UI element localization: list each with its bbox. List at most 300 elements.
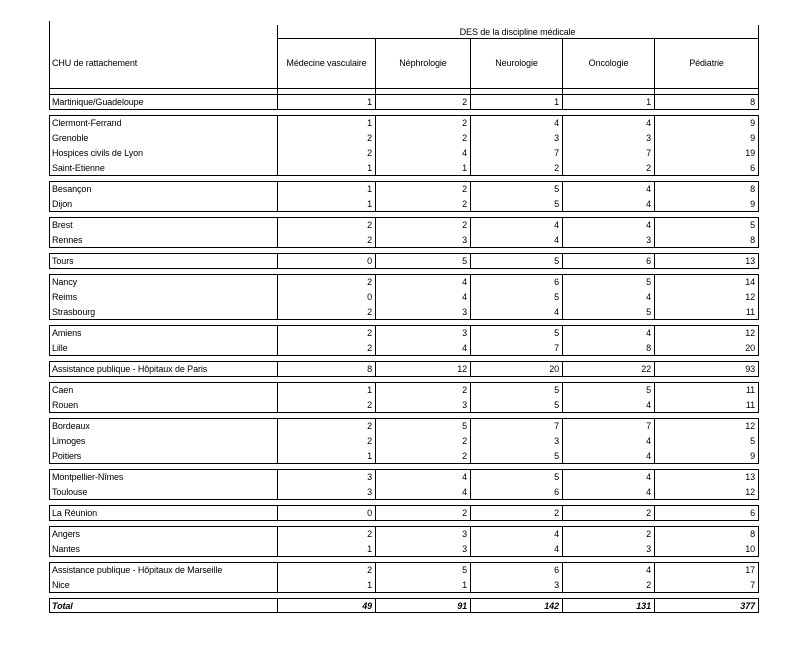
chu-name: Angers [52, 529, 80, 539]
grid-line-vertical [277, 115, 278, 176]
table-cell-value: 0 [367, 292, 372, 302]
table-cell-value: 11 [745, 400, 755, 410]
table-cell-value: 2 [462, 118, 467, 128]
grid-line-vertical [562, 526, 563, 557]
grid-line-horizontal [49, 598, 759, 599]
grid-line-vertical [470, 217, 471, 248]
table-cell-value: 7 [554, 343, 559, 353]
chu-name: La Réunion [52, 508, 98, 518]
grid-line-vertical [49, 526, 50, 557]
grid-line-vertical [654, 253, 655, 269]
grid-line-horizontal [49, 217, 759, 218]
table-cell-value: 2 [462, 199, 467, 209]
grid-line-horizontal [49, 253, 759, 254]
table-cell-value: 5 [554, 385, 559, 395]
grid-line-vertical [654, 217, 655, 248]
grid-line-vertical [470, 382, 471, 413]
table-cell-value: 1 [367, 385, 372, 395]
discipline-group-title: DES de la discipline médicale [459, 27, 576, 37]
chu-name: Toulouse [52, 487, 88, 497]
table-cell-value: 2 [462, 436, 467, 446]
grid-line-vertical [654, 598, 655, 613]
table-cell-value: 12 [745, 292, 755, 302]
grid-line-vertical [654, 94, 655, 110]
table-cell-value: 5 [554, 328, 559, 338]
table-cell-value: 2 [367, 307, 372, 317]
table-cell-value: 12 [457, 364, 467, 374]
table-cell-value: 4 [646, 118, 651, 128]
grid-line-vertical [562, 181, 563, 212]
table-cell-value: 4 [646, 184, 651, 194]
grid-line-vertical [562, 325, 563, 356]
grid-line-vertical [375, 505, 376, 521]
table-cell-value: 4 [462, 472, 467, 482]
table-cell-value: 2 [462, 184, 467, 194]
table-cell-value: 5 [462, 256, 467, 266]
table-cell-value: 9 [750, 133, 755, 143]
table-cell-value: 2 [462, 508, 467, 518]
grid-line-vertical [375, 361, 376, 377]
total-label: Total [52, 601, 73, 611]
table-cell-value: 20 [549, 364, 559, 374]
grid-line-vertical [375, 181, 376, 212]
table-cell-value: 2 [367, 148, 372, 158]
grid-line-vertical [470, 598, 471, 613]
table-cell-value: 8 [367, 364, 372, 374]
grid-line-horizontal [49, 418, 759, 419]
total-value: 91 [457, 601, 467, 611]
table-cell-value: 2 [367, 529, 372, 539]
chu-name: Bordeaux [52, 421, 90, 431]
chu-name: Reims [52, 292, 78, 302]
table-cell-value: 2 [462, 220, 467, 230]
grid-line-vertical [758, 181, 759, 212]
grid-line-horizontal [49, 274, 759, 275]
table-cell-value: 3 [554, 133, 559, 143]
table-cell-value: 4 [646, 400, 651, 410]
table-cell-value: 14 [745, 277, 755, 287]
chu-name: Besançon [52, 184, 92, 194]
grid-line-horizontal [277, 38, 759, 39]
table-cell-value: 6 [750, 163, 755, 173]
table-cell-value: 0 [367, 508, 372, 518]
table-cell-value: 2 [367, 343, 372, 353]
grid-line-vertical [470, 94, 471, 110]
chu-name: Hospices civils de Lyon [52, 148, 143, 158]
table-cell-value: 17 [745, 565, 755, 575]
table-cell-value: 13 [745, 256, 755, 266]
grid-line-vertical [654, 469, 655, 500]
grid-line-vertical [654, 562, 655, 593]
table-cell-value: 5 [554, 400, 559, 410]
table-cell-value: 12 [745, 421, 755, 431]
grid-line-horizontal [49, 361, 759, 362]
chu-name: Nice [52, 580, 70, 590]
grid-line-vertical [758, 253, 759, 269]
table-cell-value: 5 [554, 472, 559, 482]
grid-line-vertical [758, 505, 759, 521]
table-cell-value: 4 [554, 220, 559, 230]
grid-line-vertical [654, 526, 655, 557]
table-cell-value: 4 [646, 565, 651, 575]
table-cell-value: 1 [554, 97, 559, 107]
table-cell-value: 4 [554, 118, 559, 128]
table-cell-value: 3 [367, 487, 372, 497]
chu-name: Martinique/Guadeloupe [52, 97, 144, 107]
chu-name: Strasbourg [52, 307, 96, 317]
grid-line-vertical [277, 361, 278, 377]
table-cell-value: 3 [554, 580, 559, 590]
column-header: Pédiatrie [689, 58, 724, 68]
grid-line-vertical [562, 382, 563, 413]
grid-line-vertical [49, 325, 50, 356]
chu-name: Dijon [52, 199, 73, 209]
chu-name: Rouen [52, 400, 79, 410]
table-cell-value: 2 [367, 220, 372, 230]
table-cell-value: 11 [745, 307, 755, 317]
chu-name: Poitiers [52, 451, 82, 461]
chu-column-header: CHU de rattachement [52, 58, 138, 68]
grid-line-vertical [654, 418, 655, 464]
table-cell-value: 3 [554, 436, 559, 446]
grid-line-vertical [562, 94, 563, 110]
grid-line-vertical [375, 274, 376, 320]
grid-line-horizontal [49, 355, 759, 356]
table-cell-value: 4 [646, 436, 651, 446]
table-cell-value: 7 [646, 421, 651, 431]
grid-line-vertical [375, 94, 376, 110]
table-cell-value: 7 [646, 148, 651, 158]
grid-line-vertical [49, 253, 50, 269]
grid-line-horizontal [49, 319, 759, 320]
table-cell-value: 7 [750, 580, 755, 590]
grid-line-horizontal [49, 109, 759, 110]
grid-line-vertical [470, 361, 471, 377]
table-cell-value: 5 [554, 451, 559, 461]
grid-line-vertical [277, 505, 278, 521]
grid-line-vertical [49, 361, 50, 377]
table-cell-value: 2 [367, 328, 372, 338]
grid-line-vertical [758, 25, 759, 95]
total-value: 131 [636, 601, 651, 611]
grid-line-vertical [562, 38, 563, 95]
grid-line-vertical [758, 418, 759, 464]
grid-line-vertical [654, 382, 655, 413]
chu-name: Assistance publique - Hôpitaux de Marseille [52, 565, 223, 575]
table-cell-value: 6 [750, 508, 755, 518]
table-cell-value: 3 [462, 328, 467, 338]
grid-line-vertical [654, 38, 655, 95]
table-cell-value: 1 [367, 118, 372, 128]
table-cell-value: 93 [745, 364, 755, 374]
table-cell-value: 5 [554, 256, 559, 266]
table-cell-value: 9 [750, 451, 755, 461]
table-cell-value: 4 [646, 451, 651, 461]
column-header: Néphrologie [399, 58, 447, 68]
table-cell-value: 1 [462, 580, 467, 590]
table-cell-value: 2 [646, 529, 651, 539]
grid-line-vertical [562, 274, 563, 320]
chu-name: Caen [52, 385, 74, 395]
table-cell-value: 4 [646, 199, 651, 209]
table-cell-value: 2 [462, 385, 467, 395]
grid-line-horizontal [49, 520, 759, 521]
chu-name: Amiens [52, 328, 82, 338]
table-cell-value: 3 [367, 472, 372, 482]
grid-line-vertical [562, 562, 563, 593]
table-cell-value: 1 [367, 97, 372, 107]
chu-name: Rennes [52, 235, 83, 245]
table-cell-value: 2 [367, 436, 372, 446]
table-cell-value: 8 [646, 343, 651, 353]
table-cell-value: 5 [646, 385, 651, 395]
table-cell-value: 2 [462, 451, 467, 461]
table-cell-value: 4 [554, 529, 559, 539]
grid-line-vertical [654, 181, 655, 212]
table-cell-value: 8 [750, 184, 755, 194]
grid-line-vertical [470, 562, 471, 593]
grid-line-vertical [277, 25, 278, 95]
table-cell-value: 5 [750, 220, 755, 230]
grid-line-vertical [470, 325, 471, 356]
table-cell-value: 10 [745, 544, 755, 554]
grid-line-vertical [758, 361, 759, 377]
table-cell-value: 9 [750, 118, 755, 128]
grid-line-vertical [277, 325, 278, 356]
table-cell-value: 12 [745, 328, 755, 338]
grid-line-vertical [470, 505, 471, 521]
chu-name: Montpellier-Nîmes [52, 472, 124, 482]
grid-line-vertical [277, 181, 278, 212]
grid-line-horizontal [49, 592, 759, 593]
grid-line-vertical [277, 94, 278, 110]
table-cell-value: 6 [554, 487, 559, 497]
table-cell-value: 2 [646, 580, 651, 590]
grid-line-vertical [49, 94, 50, 110]
grid-line-vertical [758, 526, 759, 557]
table-cell-value: 4 [646, 328, 651, 338]
grid-line-vertical [375, 526, 376, 557]
grid-line-vertical [49, 382, 50, 413]
grid-line-vertical [470, 181, 471, 212]
grid-line-vertical [470, 274, 471, 320]
table-cell-value: 5 [750, 436, 755, 446]
grid-line-vertical [375, 217, 376, 248]
table-cell-value: 1 [367, 184, 372, 194]
table-cell-value: 4 [462, 487, 467, 497]
grid-line-vertical [562, 505, 563, 521]
table-cell-value: 2 [646, 163, 651, 173]
table-cell-value: 20 [745, 343, 755, 353]
grid-line-vertical [562, 469, 563, 500]
table-cell-value: 4 [646, 487, 651, 497]
grid-line-vertical [277, 253, 278, 269]
grid-line-vertical [277, 217, 278, 248]
grid-line-vertical [758, 382, 759, 413]
grid-line-vertical [654, 274, 655, 320]
grid-line-vertical [49, 274, 50, 320]
table-cell-value: 3 [646, 235, 651, 245]
table-cell-value: 1 [367, 451, 372, 461]
table-cell-value: 1 [462, 163, 467, 173]
grid-line-vertical [49, 505, 50, 521]
grid-line-vertical [470, 115, 471, 176]
table-cell-value: 1 [646, 97, 651, 107]
grid-line-vertical [277, 562, 278, 593]
grid-line-vertical [49, 418, 50, 464]
grid-line-vertical [375, 562, 376, 593]
grid-line-vertical [277, 526, 278, 557]
table-cell-value: 2 [367, 235, 372, 245]
table-cell-value: 6 [646, 256, 651, 266]
table-cell-value: 2 [462, 133, 467, 143]
grid-line-horizontal [49, 556, 759, 557]
grid-line-vertical [375, 38, 376, 95]
grid-line-vertical [758, 274, 759, 320]
table-cell-value: 5 [646, 277, 651, 287]
table-cell-value: 4 [462, 277, 467, 287]
table-cell-value: 5 [462, 421, 467, 431]
grid-line-vertical [49, 21, 50, 95]
table-cell-value: 5 [554, 199, 559, 209]
table-cell-value: 2 [646, 508, 651, 518]
chu-name: Saint-Etienne [52, 163, 105, 173]
table-cell-value: 3 [462, 307, 467, 317]
table-cell-value: 4 [554, 544, 559, 554]
table-cell-value: 22 [641, 364, 651, 374]
grid-line-vertical [375, 115, 376, 176]
chu-name: Nantes [52, 544, 80, 554]
table-cell-value: 5 [462, 565, 467, 575]
grid-line-vertical [758, 94, 759, 110]
column-header: Neurologie [495, 58, 538, 68]
table-cell-value: 7 [554, 421, 559, 431]
grid-line-horizontal [49, 382, 759, 383]
table-cell-value: 2 [367, 400, 372, 410]
grid-line-vertical [375, 418, 376, 464]
grid-line-horizontal [49, 175, 759, 176]
grid-line-vertical [375, 469, 376, 500]
grid-line-vertical [470, 38, 471, 95]
chu-name: Limoges [52, 436, 86, 446]
table-cell-value: 4 [462, 343, 467, 353]
grid-line-horizontal [49, 526, 759, 527]
table-cell-value: 13 [745, 472, 755, 482]
chu-name: Nancy [52, 277, 78, 287]
table-cell-value: 3 [646, 133, 651, 143]
grid-line-horizontal [49, 505, 759, 506]
grid-line-vertical [562, 361, 563, 377]
grid-line-vertical [277, 469, 278, 500]
grid-line-vertical [277, 418, 278, 464]
table-cell-value: 6 [554, 565, 559, 575]
grid-line-horizontal [49, 463, 759, 464]
grid-line-vertical [562, 418, 563, 464]
chu-name: Clermont-Ferrand [52, 118, 122, 128]
table-cell-value: 4 [554, 235, 559, 245]
table-cell-value: 19 [745, 148, 755, 158]
table-cell-value: 12 [745, 487, 755, 497]
grid-line-vertical [49, 469, 50, 500]
chu-name: Lille [52, 343, 68, 353]
grid-line-vertical [758, 115, 759, 176]
table-cell-value: 0 [367, 256, 372, 266]
chu-name: Assistance publique - Hôpitaux de Paris [52, 364, 208, 374]
grid-line-vertical [562, 598, 563, 613]
grid-line-vertical [654, 115, 655, 176]
grid-line-vertical [49, 598, 50, 613]
grid-line-vertical [758, 469, 759, 500]
table-cell-value: 3 [462, 235, 467, 245]
table-cell-value: 6 [554, 277, 559, 287]
grid-line-horizontal [49, 115, 759, 116]
grid-line-horizontal [49, 181, 759, 182]
grid-line-vertical [470, 253, 471, 269]
table-cell-value: 4 [646, 472, 651, 482]
grid-line-vertical [758, 325, 759, 356]
grid-line-vertical [470, 469, 471, 500]
chu-name: Grenoble [52, 133, 89, 143]
grid-line-horizontal [49, 247, 759, 248]
table-cell-value: 8 [750, 97, 755, 107]
table-cell-value: 4 [646, 292, 651, 302]
table-cell-value: 9 [750, 199, 755, 209]
grid-line-vertical [758, 598, 759, 613]
chu-name: Brest [52, 220, 73, 230]
total-value: 142 [544, 601, 559, 611]
grid-line-vertical [277, 274, 278, 320]
chu-name: Tours [52, 256, 74, 266]
grid-line-vertical [562, 115, 563, 176]
grid-line-horizontal [49, 88, 759, 89]
grid-line-horizontal [49, 268, 759, 269]
table-cell-value: 2 [367, 277, 372, 287]
column-header: Oncologie [588, 58, 629, 68]
grid-line-horizontal [49, 325, 759, 326]
grid-line-vertical [562, 253, 563, 269]
total-value: 49 [362, 601, 372, 611]
table-cell-value: 4 [462, 148, 467, 158]
grid-line-horizontal [49, 499, 759, 500]
grid-line-vertical [375, 253, 376, 269]
grid-line-vertical [654, 325, 655, 356]
grid-line-vertical [562, 217, 563, 248]
grid-line-vertical [758, 217, 759, 248]
table-cell-value: 5 [554, 292, 559, 302]
total-value: 377 [740, 601, 755, 611]
grid-line-vertical [470, 526, 471, 557]
grid-line-horizontal [49, 211, 759, 212]
table-cell-value: 11 [745, 385, 755, 395]
grid-line-horizontal [49, 94, 759, 95]
grid-line-vertical [654, 361, 655, 377]
table-cell-value: 3 [462, 544, 467, 554]
table-cell-value: 1 [367, 163, 372, 173]
table-cell-value: 4 [646, 220, 651, 230]
table-cell-value: 2 [462, 97, 467, 107]
grid-line-vertical [49, 217, 50, 248]
table-cell-value: 8 [750, 529, 755, 539]
table-cell-value: 7 [554, 148, 559, 158]
table-cell-value: 1 [367, 580, 372, 590]
table-cell-value: 1 [367, 199, 372, 209]
table-cell-value: 5 [646, 307, 651, 317]
table-cell-value: 3 [646, 544, 651, 554]
grid-line-vertical [277, 382, 278, 413]
table-cell-value: 1 [367, 544, 372, 554]
grid-line-vertical [758, 562, 759, 593]
table-cell-value: 3 [462, 400, 467, 410]
